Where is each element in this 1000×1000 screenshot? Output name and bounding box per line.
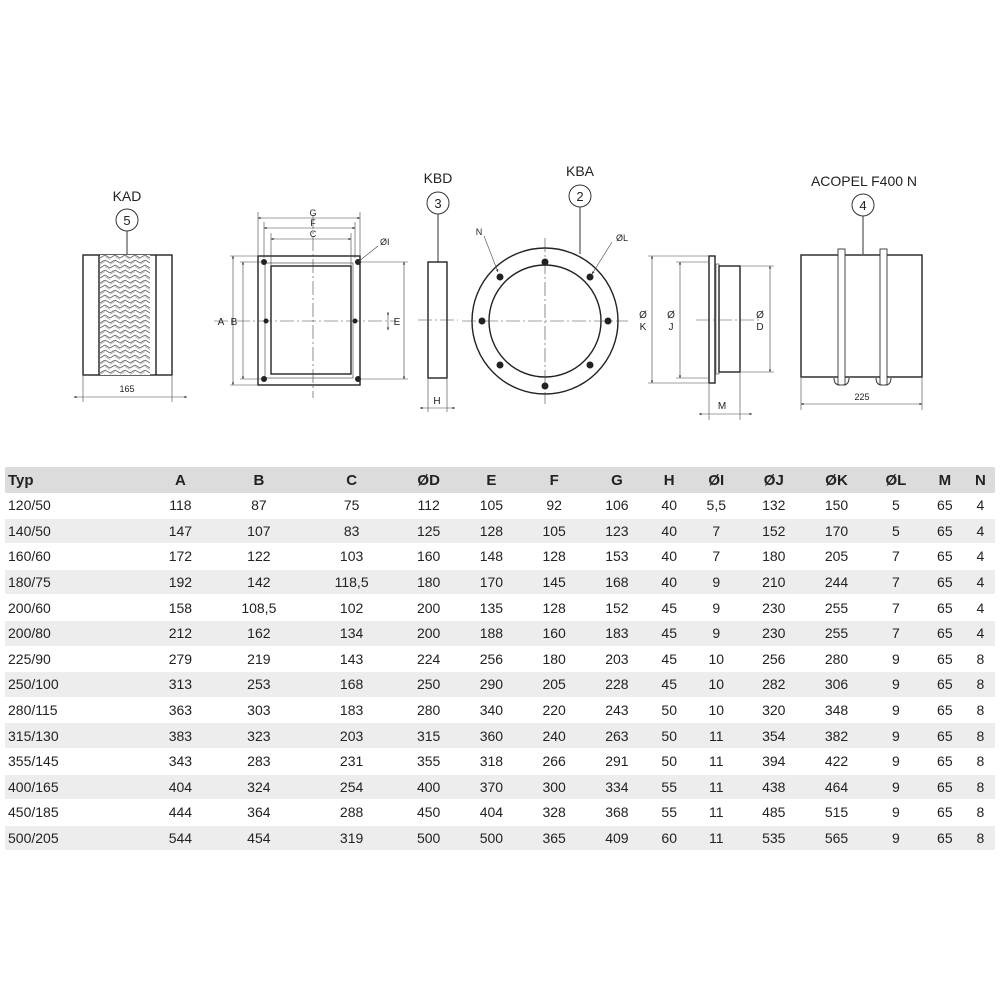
- table-cell: 158: [149, 595, 212, 621]
- table-cell: 364: [212, 800, 306, 826]
- table-cell: 8: [966, 672, 995, 698]
- table-cell: 253: [212, 672, 306, 698]
- table-cell: 7: [690, 544, 742, 570]
- table-cell: 153: [586, 544, 649, 570]
- table-cell: 500: [460, 825, 523, 851]
- table-cell: 107: [212, 518, 306, 544]
- table-cell: 8: [966, 646, 995, 672]
- table-cell: 8: [966, 774, 995, 800]
- table-cell: 363: [149, 697, 212, 723]
- table-cell: 224: [397, 646, 460, 672]
- table-cell: 118,5: [306, 569, 397, 595]
- table-cell: 128: [460, 518, 523, 544]
- table-cell: 50: [648, 697, 690, 723]
- table-cell: 11: [690, 723, 742, 749]
- table-cell: 145: [523, 569, 586, 595]
- table-cell: 254: [306, 774, 397, 800]
- table-cell: 438: [742, 774, 805, 800]
- table-cell: 283: [212, 748, 306, 774]
- table-cell: 45: [648, 620, 690, 646]
- table-cell: 243: [586, 697, 649, 723]
- side-view-drawing: [648, 256, 774, 420]
- kba-dim-l: ØL: [615, 233, 629, 243]
- table-cell: 320: [742, 697, 805, 723]
- kbd-number: 3: [434, 196, 442, 211]
- kad-width-dim: 165: [119, 384, 135, 394]
- table-cell: 334: [586, 774, 649, 800]
- type-cell: 160/60: [5, 544, 149, 570]
- table-cell: 147: [149, 518, 212, 544]
- table-cell: 8: [966, 697, 995, 723]
- kba-dim-n: N: [475, 227, 483, 237]
- table-cell: 102: [306, 595, 397, 621]
- table-cell: 7: [868, 620, 924, 646]
- column-header: E: [460, 467, 523, 493]
- table-row: [5, 569, 995, 595]
- acopel-drawing: [801, 173, 922, 410]
- table-cell: 205: [805, 544, 868, 570]
- table-cell: 306: [805, 672, 868, 698]
- table-cell: 112: [397, 493, 460, 518]
- table-row: [5, 672, 995, 698]
- table-cell: 9: [690, 569, 742, 595]
- table-cell: 65: [924, 595, 966, 621]
- table-cell: 9: [868, 697, 924, 723]
- table-body: [5, 493, 995, 851]
- table-cell: 152: [586, 595, 649, 621]
- table-cell: 150: [805, 493, 868, 518]
- kba-drawing: [462, 163, 647, 404]
- table-cell: 168: [586, 569, 649, 595]
- table-cell: 65: [924, 723, 966, 749]
- table-row: [5, 518, 995, 544]
- table-cell: 343: [149, 748, 212, 774]
- table-cell: 230: [742, 620, 805, 646]
- table-row: [5, 646, 995, 672]
- table-cell: 128: [523, 544, 586, 570]
- column-header: M: [924, 467, 966, 493]
- table-cell: 315: [397, 723, 460, 749]
- table-cell: 544: [149, 825, 212, 851]
- frame-dim-i: ØI: [380, 237, 390, 247]
- table-cell: 382: [805, 723, 868, 749]
- table-cell: 183: [586, 620, 649, 646]
- table-row: [5, 544, 995, 570]
- table-cell: 8: [966, 748, 995, 774]
- table-cell: 11: [690, 800, 742, 826]
- side-dim-j: J: [668, 322, 674, 333]
- side-dim-d: D: [756, 322, 764, 333]
- table-cell: 256: [742, 646, 805, 672]
- table-cell: 205: [523, 672, 586, 698]
- table-cell: 9: [868, 723, 924, 749]
- side-dim-m: M: [717, 401, 727, 412]
- table-row: [5, 800, 995, 826]
- table-row: [5, 620, 995, 646]
- table-cell: 422: [805, 748, 868, 774]
- table-cell: 7: [868, 569, 924, 595]
- table-cell: 108,5: [212, 595, 306, 621]
- table-cell: 168: [306, 672, 397, 698]
- table-cell: 355: [397, 748, 460, 774]
- table-cell: 464: [805, 774, 868, 800]
- table-cell: 45: [648, 646, 690, 672]
- table-cell: 500: [397, 825, 460, 851]
- column-header: ØL: [868, 467, 924, 493]
- table-cell: 313: [149, 672, 212, 698]
- table-cell: 7: [868, 544, 924, 570]
- table-cell: 45: [648, 672, 690, 698]
- type-cell: 180/75: [5, 569, 149, 595]
- table-cell: 383: [149, 723, 212, 749]
- table-cell: 125: [397, 518, 460, 544]
- table-cell: 340: [460, 697, 523, 723]
- table-cell: 290: [460, 672, 523, 698]
- kad-insulation: [100, 255, 150, 375]
- table-row: [5, 774, 995, 800]
- table-cell: 106: [586, 493, 649, 518]
- table-cell: 5: [868, 493, 924, 518]
- table-cell: 128: [523, 595, 586, 621]
- table-cell: 7: [868, 595, 924, 621]
- table-cell: 203: [306, 723, 397, 749]
- kba-dim-k-symbol: Ø: [639, 310, 647, 321]
- table-cell: 324: [212, 774, 306, 800]
- table-cell: 9: [868, 825, 924, 851]
- table-cell: 219: [212, 646, 306, 672]
- table-cell: 4: [966, 544, 995, 570]
- kad-label: KAD: [112, 188, 142, 204]
- table-cell: 328: [523, 800, 586, 826]
- frame-dim-a: A: [217, 317, 225, 328]
- table-cell: 354: [742, 723, 805, 749]
- table-cell: 170: [460, 569, 523, 595]
- table-cell: 55: [648, 774, 690, 800]
- table-cell: 4: [966, 493, 995, 518]
- table-cell: 132: [742, 493, 805, 518]
- table-cell: 142: [212, 569, 306, 595]
- table-cell: 291: [586, 748, 649, 774]
- column-header: ØJ: [742, 467, 805, 493]
- frame-dim-f: F: [310, 218, 316, 228]
- table-cell: 404: [460, 800, 523, 826]
- table-cell: 203: [586, 646, 649, 672]
- table-row: [5, 697, 995, 723]
- frame-dim-e: E: [393, 317, 401, 328]
- table-cell: 240: [523, 723, 586, 749]
- kbd-label: KBD: [423, 170, 453, 186]
- table-cell: 280: [805, 646, 868, 672]
- table-cell: 279: [149, 646, 212, 672]
- acopel-label: ACOPEL F400 N: [810, 173, 918, 189]
- type-cell: 450/185: [5, 800, 149, 826]
- technical-drawings: [0, 0, 1000, 440]
- table-cell: 323: [212, 723, 306, 749]
- table-cell: 11: [690, 825, 742, 851]
- table-cell: 65: [924, 672, 966, 698]
- table-row: [5, 825, 995, 851]
- table-row: [5, 493, 995, 518]
- table-cell: 45: [648, 595, 690, 621]
- table-cell: 87: [212, 493, 306, 518]
- table-cell: 183: [306, 697, 397, 723]
- table-cell: 65: [924, 646, 966, 672]
- table-cell: 50: [648, 723, 690, 749]
- table-cell: 118: [149, 493, 212, 518]
- column-header: H: [648, 467, 690, 493]
- kbd-dim-h: H: [433, 396, 441, 407]
- table-cell: 50: [648, 748, 690, 774]
- table-cell: 212: [149, 620, 212, 646]
- table-cell: 40: [648, 569, 690, 595]
- column-header: ØI: [690, 467, 742, 493]
- table-cell: 11: [690, 748, 742, 774]
- table-cell: 180: [523, 646, 586, 672]
- table-cell: 409: [586, 825, 649, 851]
- table-cell: 40: [648, 544, 690, 570]
- table-cell: 105: [523, 518, 586, 544]
- table-cell: 143: [306, 646, 397, 672]
- type-cell: 280/115: [5, 697, 149, 723]
- table-cell: 282: [742, 672, 805, 698]
- kba-label: KBA: [565, 163, 595, 179]
- table-cell: 250: [397, 672, 460, 698]
- table-row: [5, 595, 995, 621]
- table-cell: 192: [149, 569, 212, 595]
- table-cell: 300: [523, 774, 586, 800]
- table-cell: 65: [924, 544, 966, 570]
- table-cell: 65: [924, 493, 966, 518]
- table-cell: 230: [742, 595, 805, 621]
- table-cell: 210: [742, 569, 805, 595]
- column-header: N: [966, 467, 995, 493]
- table-cell: 288: [306, 800, 397, 826]
- type-cell: 140/50: [5, 518, 149, 544]
- table-cell: 160: [523, 620, 586, 646]
- kba-dim-k: K: [639, 322, 647, 333]
- table-cell: 55: [648, 800, 690, 826]
- table-cell: 105: [460, 493, 523, 518]
- table-cell: 318: [460, 748, 523, 774]
- column-header: F: [523, 467, 586, 493]
- frame-dim-c: C: [309, 229, 317, 239]
- table-cell: 172: [149, 544, 212, 570]
- acopel-width-dim: 225: [854, 392, 870, 402]
- table-cell: 65: [924, 748, 966, 774]
- table-cell: 9: [868, 800, 924, 826]
- table-cell: 180: [742, 544, 805, 570]
- table-cell: 220: [523, 697, 586, 723]
- table-cell: 400: [397, 774, 460, 800]
- kba-number: 2: [576, 189, 584, 204]
- table-cell: 92: [523, 493, 586, 518]
- table-header-row: [5, 467, 995, 493]
- table-cell: 65: [924, 569, 966, 595]
- table-cell: 152: [742, 518, 805, 544]
- table-cell: 160: [397, 544, 460, 570]
- table-cell: 148: [460, 544, 523, 570]
- type-cell: 400/165: [5, 774, 149, 800]
- table-cell: 200: [397, 620, 460, 646]
- table-cell: 9: [868, 748, 924, 774]
- acopel-body: [801, 255, 922, 377]
- table-cell: 8: [966, 800, 995, 826]
- type-cell: 225/90: [5, 646, 149, 672]
- table-cell: 394: [742, 748, 805, 774]
- acopel-number: 4: [859, 198, 867, 213]
- table-cell: 9: [868, 646, 924, 672]
- side-dim-d-symbol: Ø: [756, 310, 764, 321]
- table-cell: 404: [149, 774, 212, 800]
- table-cell: 4: [966, 620, 995, 646]
- table-cell: 65: [924, 620, 966, 646]
- table-cell: 83: [306, 518, 397, 544]
- table-cell: 65: [924, 800, 966, 826]
- table-cell: 123: [586, 518, 649, 544]
- frame-dim-g: G: [309, 208, 317, 218]
- table-cell: 256: [460, 646, 523, 672]
- table-cell: 5,5: [690, 493, 742, 518]
- table-cell: 4: [966, 569, 995, 595]
- table-cell: 8: [966, 825, 995, 851]
- table-cell: 485: [742, 800, 805, 826]
- table-cell: 319: [306, 825, 397, 851]
- table-cell: 103: [306, 544, 397, 570]
- table-cell: 200: [397, 595, 460, 621]
- table-cell: 444: [149, 800, 212, 826]
- table-cell: 122: [212, 544, 306, 570]
- table-cell: 9: [690, 595, 742, 621]
- table-cell: 565: [805, 825, 868, 851]
- table-cell: 9: [868, 774, 924, 800]
- table-cell: 255: [805, 620, 868, 646]
- type-cell: 315/130: [5, 723, 149, 749]
- table-cell: 7: [690, 518, 742, 544]
- column-header: C: [306, 467, 397, 493]
- table-cell: 9: [868, 672, 924, 698]
- table-cell: 348: [805, 697, 868, 723]
- table-cell: 228: [586, 672, 649, 698]
- column-header: Typ: [5, 467, 149, 493]
- table-cell: 162: [212, 620, 306, 646]
- type-cell: 355/145: [5, 748, 149, 774]
- column-header: A: [149, 467, 212, 493]
- table-cell: 454: [212, 825, 306, 851]
- type-cell: 500/205: [5, 825, 149, 851]
- table-cell: 65: [924, 697, 966, 723]
- type-cell: 200/80: [5, 620, 149, 646]
- table-cell: 360: [460, 723, 523, 749]
- table-cell: 65: [924, 825, 966, 851]
- table-cell: 5: [868, 518, 924, 544]
- table-cell: 263: [586, 723, 649, 749]
- column-header: ØD: [397, 467, 460, 493]
- table-cell: 40: [648, 518, 690, 544]
- table-cell: 10: [690, 697, 742, 723]
- table-cell: 65: [924, 774, 966, 800]
- table-cell: 244: [805, 569, 868, 595]
- table-cell: 40: [648, 493, 690, 518]
- table-cell: 370: [460, 774, 523, 800]
- type-cell: 250/100: [5, 672, 149, 698]
- table-row: [5, 748, 995, 774]
- table-cell: 9: [690, 620, 742, 646]
- type-cell: 120/50: [5, 493, 149, 518]
- table-cell: 170: [805, 518, 868, 544]
- kad-drawing: [74, 188, 187, 402]
- table-cell: 303: [212, 697, 306, 723]
- table-cell: 11: [690, 774, 742, 800]
- table-cell: 65: [924, 518, 966, 544]
- table-cell: 188: [460, 620, 523, 646]
- table-cell: 266: [523, 748, 586, 774]
- side-dim-j-symbol: Ø: [667, 310, 675, 321]
- table-cell: 280: [397, 697, 460, 723]
- table-cell: 4: [966, 595, 995, 621]
- table-cell: 255: [805, 595, 868, 621]
- kbd-drawing: [418, 170, 458, 412]
- table-cell: 75: [306, 493, 397, 518]
- table-cell: 10: [690, 646, 742, 672]
- table-cell: 135: [460, 595, 523, 621]
- column-header: B: [212, 467, 306, 493]
- table-cell: 515: [805, 800, 868, 826]
- table-row: [5, 723, 995, 749]
- table-cell: 231: [306, 748, 397, 774]
- table-cell: 365: [523, 825, 586, 851]
- table-cell: 4: [966, 518, 995, 544]
- frame-drawing: [214, 208, 408, 398]
- table-cell: 450: [397, 800, 460, 826]
- table-cell: 60: [648, 825, 690, 851]
- table-cell: 368: [586, 800, 649, 826]
- column-header: G: [586, 467, 649, 493]
- table-cell: 535: [742, 825, 805, 851]
- column-header: ØK: [805, 467, 868, 493]
- kad-number: 5: [123, 213, 131, 228]
- table-cell: 10: [690, 672, 742, 698]
- spec-table: [5, 467, 995, 851]
- frame-dim-b: B: [230, 317, 238, 328]
- table-cell: 134: [306, 620, 397, 646]
- table-cell: 180: [397, 569, 460, 595]
- table-cell: 8: [966, 723, 995, 749]
- type-cell: 200/60: [5, 595, 149, 621]
